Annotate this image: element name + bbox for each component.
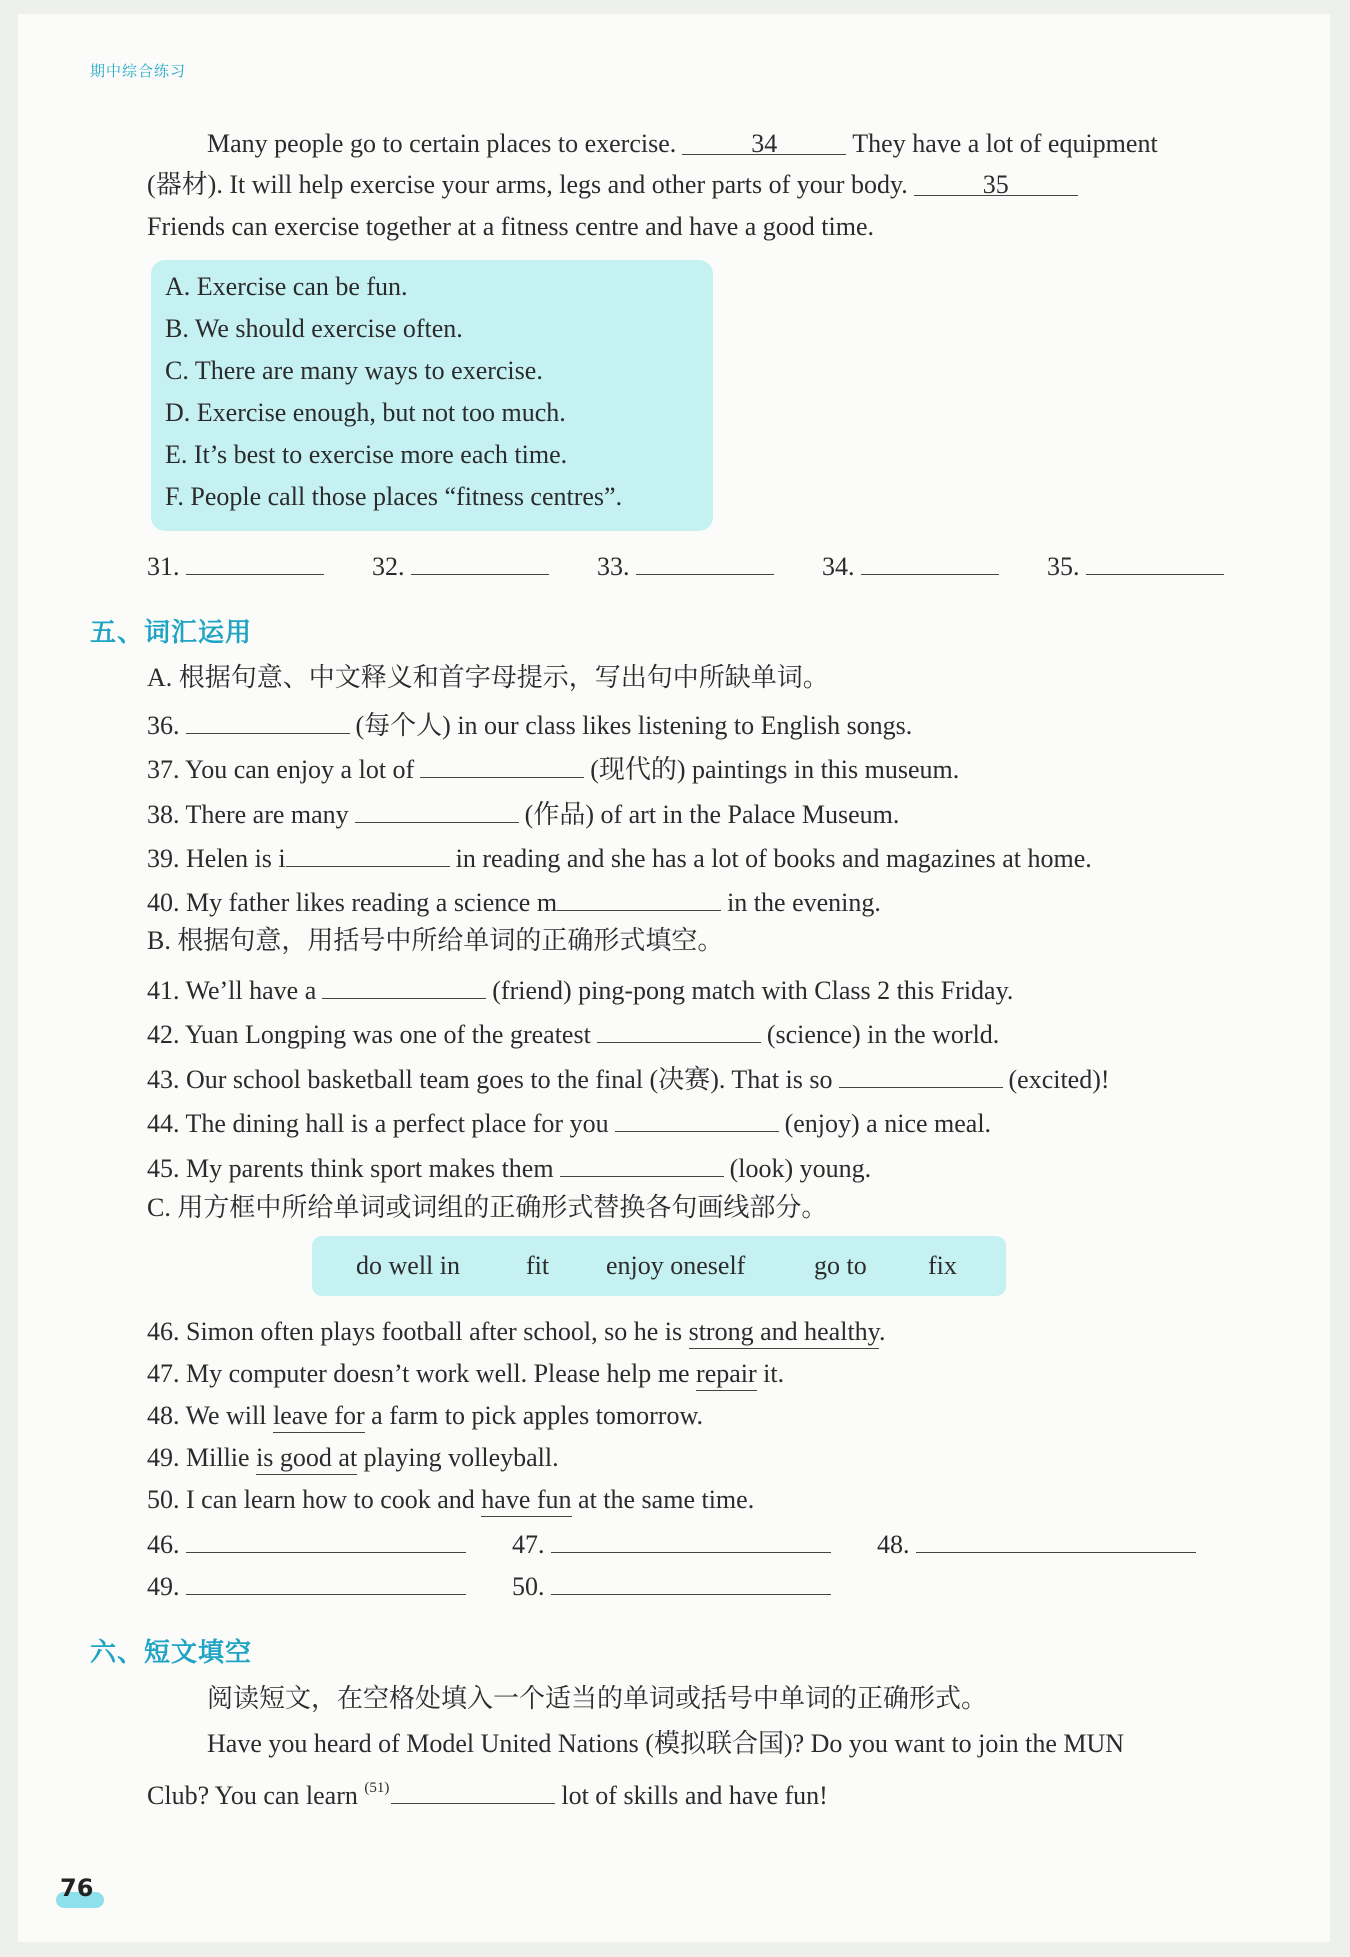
- header-title: 期中综合练习: [90, 62, 187, 80]
- blank-34[interactable]: 34: [682, 128, 846, 155]
- underlined-50: have fun: [481, 1485, 571, 1517]
- mun-paragraph-line-1: Have you heard of Model United Nations (模拟联合国)? Do you want to join the MUN: [207, 1729, 1125, 1758]
- question-40: 40. My father likes reading a science m in the evening.: [147, 884, 881, 919]
- blank-37[interactable]: [420, 751, 584, 778]
- question-51-label: (51): [364, 1780, 390, 1796]
- section-5-title: 五、词汇运用: [90, 618, 253, 648]
- blank-38[interactable]: [355, 796, 519, 823]
- underlined-49: is good at: [256, 1443, 357, 1475]
- underlined-46: strong and healthy: [689, 1317, 879, 1349]
- option-f: F. People call those places “fitness centres”.: [165, 482, 623, 511]
- part-c-instruction: C. 用方框中所给单词或词组的正确形式替换各句画线部分。: [147, 1193, 828, 1222]
- blank-39[interactable]: [286, 840, 450, 867]
- word-option-1: do well in: [356, 1251, 460, 1280]
- option-b: B. We should exercise often.: [165, 314, 463, 343]
- passage-line-3: Friends can exercise together at a fitness centre and have a good time.: [147, 212, 874, 241]
- answer-slot-46: 46.: [147, 1526, 472, 1561]
- blank-45[interactable]: [560, 1150, 724, 1177]
- question-45: 45. My parents think sport makes them (look) young.: [147, 1150, 871, 1185]
- answer-blank-49[interactable]: [186, 1568, 466, 1595]
- question-44: 44. The dining hall is a perfect place for you (enjoy) a nice meal.: [147, 1105, 991, 1140]
- blank-44[interactable]: [615, 1105, 779, 1132]
- question-47: 47. My computer doesn’t work well. Please help me repair it.: [147, 1358, 784, 1390]
- answer-slot-33: 33.: [597, 548, 780, 583]
- question-43: 43. Our school basketball team goes to the final (决赛). That is so (excited)!: [147, 1061, 1110, 1096]
- answer-slot-49: 49.: [147, 1568, 472, 1603]
- blank-35[interactable]: 35: [914, 169, 1078, 196]
- question-41: 41. We’ll have a (friend) ping-pong match with Class 2 this Friday.: [147, 972, 1013, 1007]
- answer-slot-48: 48.: [877, 1526, 1202, 1561]
- answer-blank-35[interactable]: [1086, 548, 1224, 575]
- answer-blank-31[interactable]: [186, 548, 324, 575]
- question-50: 50. I can learn how to cook and have fun at the same time.: [147, 1484, 754, 1516]
- question-38: 38. There are many (作品) of art in the Palace Museum.: [147, 796, 899, 831]
- blank-51[interactable]: [391, 1777, 555, 1804]
- mun-paragraph-line-2: Club? You can learn $^{(51)}$ lot of skills and have fun!: [147, 1772, 828, 1812]
- answer-blank-32[interactable]: [411, 548, 549, 575]
- passage-line-2: (器材). It will help exercise your arms, legs and other parts of your body. 35: [147, 169, 1084, 201]
- option-a: A. Exercise can be fun.: [165, 272, 408, 301]
- answer-slot-35: 35.: [1047, 548, 1230, 583]
- option-d: D. Exercise enough, but not too much.: [165, 398, 566, 427]
- passage-line-1: Many people go to certain places to exercise. 34 They have a lot of equipment: [207, 129, 1158, 158]
- question-49: 49. Millie is good at playing volleyball.: [147, 1442, 559, 1474]
- answer-blank-34[interactable]: [861, 548, 999, 575]
- blank-41[interactable]: [322, 972, 486, 999]
- answer-blank-47[interactable]: [551, 1526, 831, 1553]
- blank-36[interactable]: [186, 707, 350, 734]
- answer-slot-31: 31.: [147, 548, 330, 583]
- question-37: 37. You can enjoy a lot of (现代的) paintings in this museum.: [147, 751, 959, 786]
- answer-slot-50: 50.: [512, 1568, 837, 1603]
- answer-blank-33[interactable]: [636, 548, 774, 575]
- options-box: [151, 260, 713, 531]
- section-6-instruction: 阅读短文，在空格处填入一个适当的单词或括号中单词的正确形式。: [207, 1684, 988, 1713]
- question-42: 42. Yuan Longping was one of the greatest (science) in the world.: [147, 1016, 999, 1051]
- underlined-48: leave for: [273, 1401, 365, 1433]
- word-option-4: go to: [814, 1251, 867, 1280]
- part-b-instruction: B. 根据句意，用括号中所给单词的正确形式填空。: [147, 926, 724, 955]
- underlined-47: repair: [696, 1359, 757, 1391]
- word-option-3: enjoy oneself: [606, 1251, 746, 1280]
- question-46: 46. Simon often plays football after school, so he is strong and healthy.: [147, 1316, 885, 1348]
- page-number: 76: [60, 1874, 94, 1902]
- question-48: 48. We will leave for a farm to pick apples tomorrow.: [147, 1400, 703, 1432]
- blank-43[interactable]: [839, 1061, 1003, 1088]
- blank-42[interactable]: [597, 1016, 761, 1043]
- section-6-title: 六、短文填空: [90, 1638, 253, 1668]
- blank-40[interactable]: [557, 884, 721, 911]
- question-36: 36. (每个人) in our class likes listening to English songs.: [147, 707, 912, 742]
- word-option-2: fit: [526, 1251, 550, 1280]
- part-a-instruction: A. 根据句意、中文释义和首字母提示，写出句中所缺单词。: [147, 663, 829, 692]
- word-option-5: fix: [928, 1251, 957, 1280]
- answer-blank-50[interactable]: [551, 1568, 831, 1595]
- answer-blank-46[interactable]: [186, 1526, 466, 1553]
- option-e: E. It’s best to exercise more each time.: [165, 440, 568, 469]
- answer-slot-32: 32.: [372, 548, 555, 583]
- option-c: C. There are many ways to exercise.: [165, 356, 543, 385]
- answer-slot-34: 34.: [822, 548, 1005, 583]
- answer-blank-48[interactable]: [916, 1526, 1196, 1553]
- answer-slot-47: 47.: [512, 1526, 837, 1561]
- question-39: 39. Helen is i in reading and she has a lot of books and magazines at home.: [147, 840, 1092, 875]
- word-box: [312, 1236, 1006, 1296]
